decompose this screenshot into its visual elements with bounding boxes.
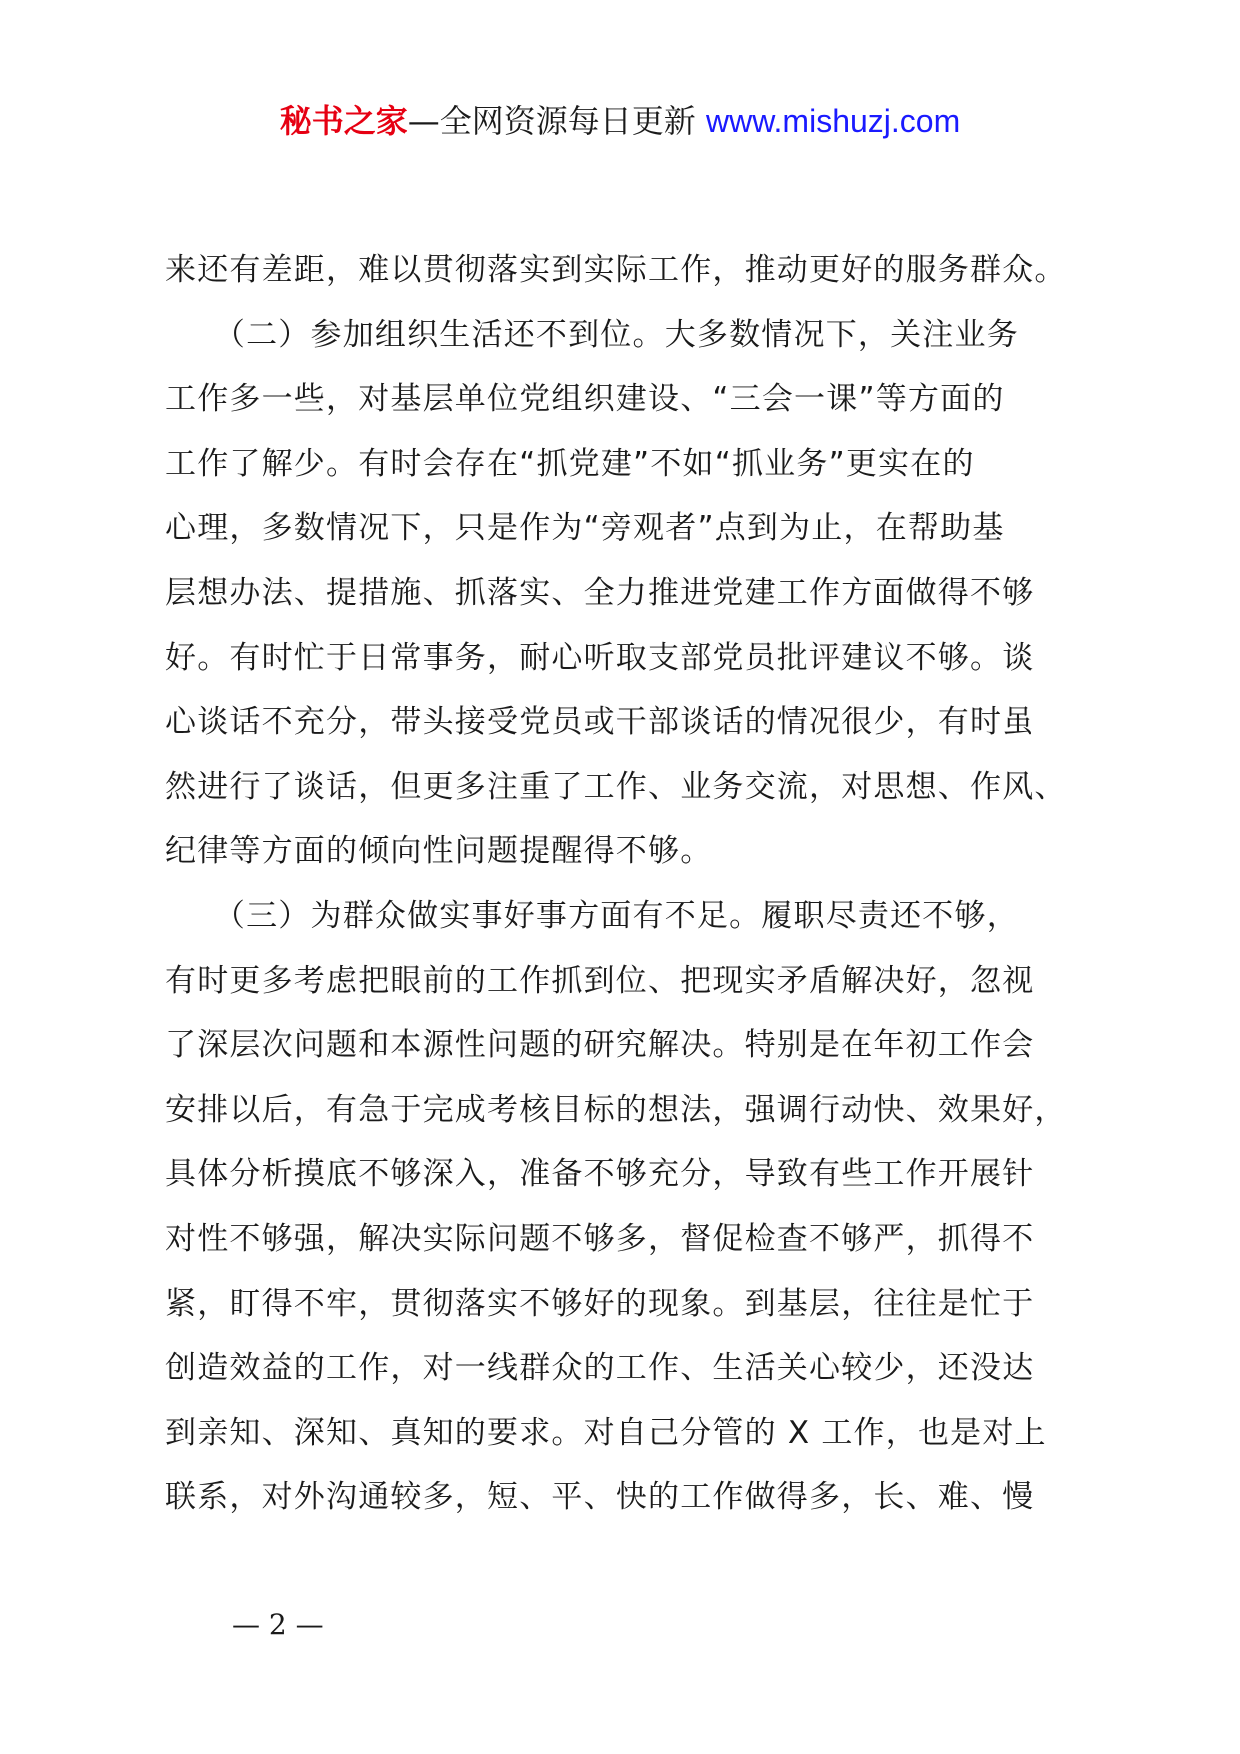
body-line: 工作了解少。有时会存在“抓党建”不如“抓业务”更实在的 bbox=[165, 445, 975, 482]
body-line: 来还有差距，难以贯彻落实到实际工作，推动更好的服务群众。 bbox=[165, 252, 1067, 288]
site-header bbox=[0, 98, 1240, 144]
body-line: 心谈话不充分，带头接受党员或干部谈话的情况很少，有时虽 bbox=[165, 704, 1035, 741]
site-tagline: —全网资源每日更新 bbox=[407, 102, 706, 140]
body-line: （二）参加组织生活还不到位。大多数情况下，关注业务 bbox=[165, 316, 1019, 353]
body-line: 安排以后，有急于完成考核目标的想法，强调行动快、效果好， bbox=[165, 1091, 1067, 1128]
document-body bbox=[165, 238, 1095, 1530]
body-line: 了深层次问题和本源性问题的研究解决。特别是在年初工作会 bbox=[165, 1027, 1035, 1064]
body-line: 好。有时忙于日常事务，耐心听取支部党员批评建议不够。谈 bbox=[165, 639, 1035, 676]
body-line: 对性不够强，解决实际问题不够多，督促检查不够严，抓得不 bbox=[165, 1220, 1035, 1257]
body-line: （三）为群众做实事好事方面有不足。履职尽责还不够， bbox=[165, 897, 1019, 934]
site-brand: 秘书之家 bbox=[279, 102, 408, 140]
body-line: 工作多一些，对基层单位党组织建设、“三会一课”等方面的 bbox=[165, 381, 1005, 418]
body-line: 紧，盯得不牢，贯彻落实不够好的现象。到基层，往往是忙于 bbox=[165, 1285, 1035, 1322]
site-url-link[interactable]: www.mishuzj.com bbox=[705, 103, 961, 139]
body-line: 有时更多考虑把眼前的工作抓到位、把现实矛盾解决好，忽视 bbox=[165, 962, 1035, 999]
body-line: 纪律等方面的倾向性问题提醒得不够。 bbox=[165, 833, 713, 870]
body-line: 联系，对外沟通较多，短、平、快的工作做得多，长、难、慢 bbox=[165, 1479, 1035, 1516]
body-line: 然进行了谈话，但更多注重了工作、业务交流，对思想、作风、 bbox=[165, 768, 1067, 805]
page-number: — 2 — bbox=[232, 1608, 324, 1641]
body-line: 心理，多数情况下，只是作为“旁观者”点到为止，在帮助基 bbox=[165, 510, 1005, 547]
body-line: 到亲知、深知、真知的要求。对自己分管的 X 工作，也是对上 bbox=[165, 1414, 1047, 1451]
body-line: 具体分析摸底不够深入，准备不够充分，导致有些工作开展针 bbox=[165, 1156, 1035, 1193]
body-line: 创造效益的工作，对一线群众的工作、生活关心较少，还没达 bbox=[165, 1350, 1035, 1387]
body-line: 层想办法、提措施、抓落实、全力推进党建工作方面做得不够 bbox=[165, 574, 1035, 611]
